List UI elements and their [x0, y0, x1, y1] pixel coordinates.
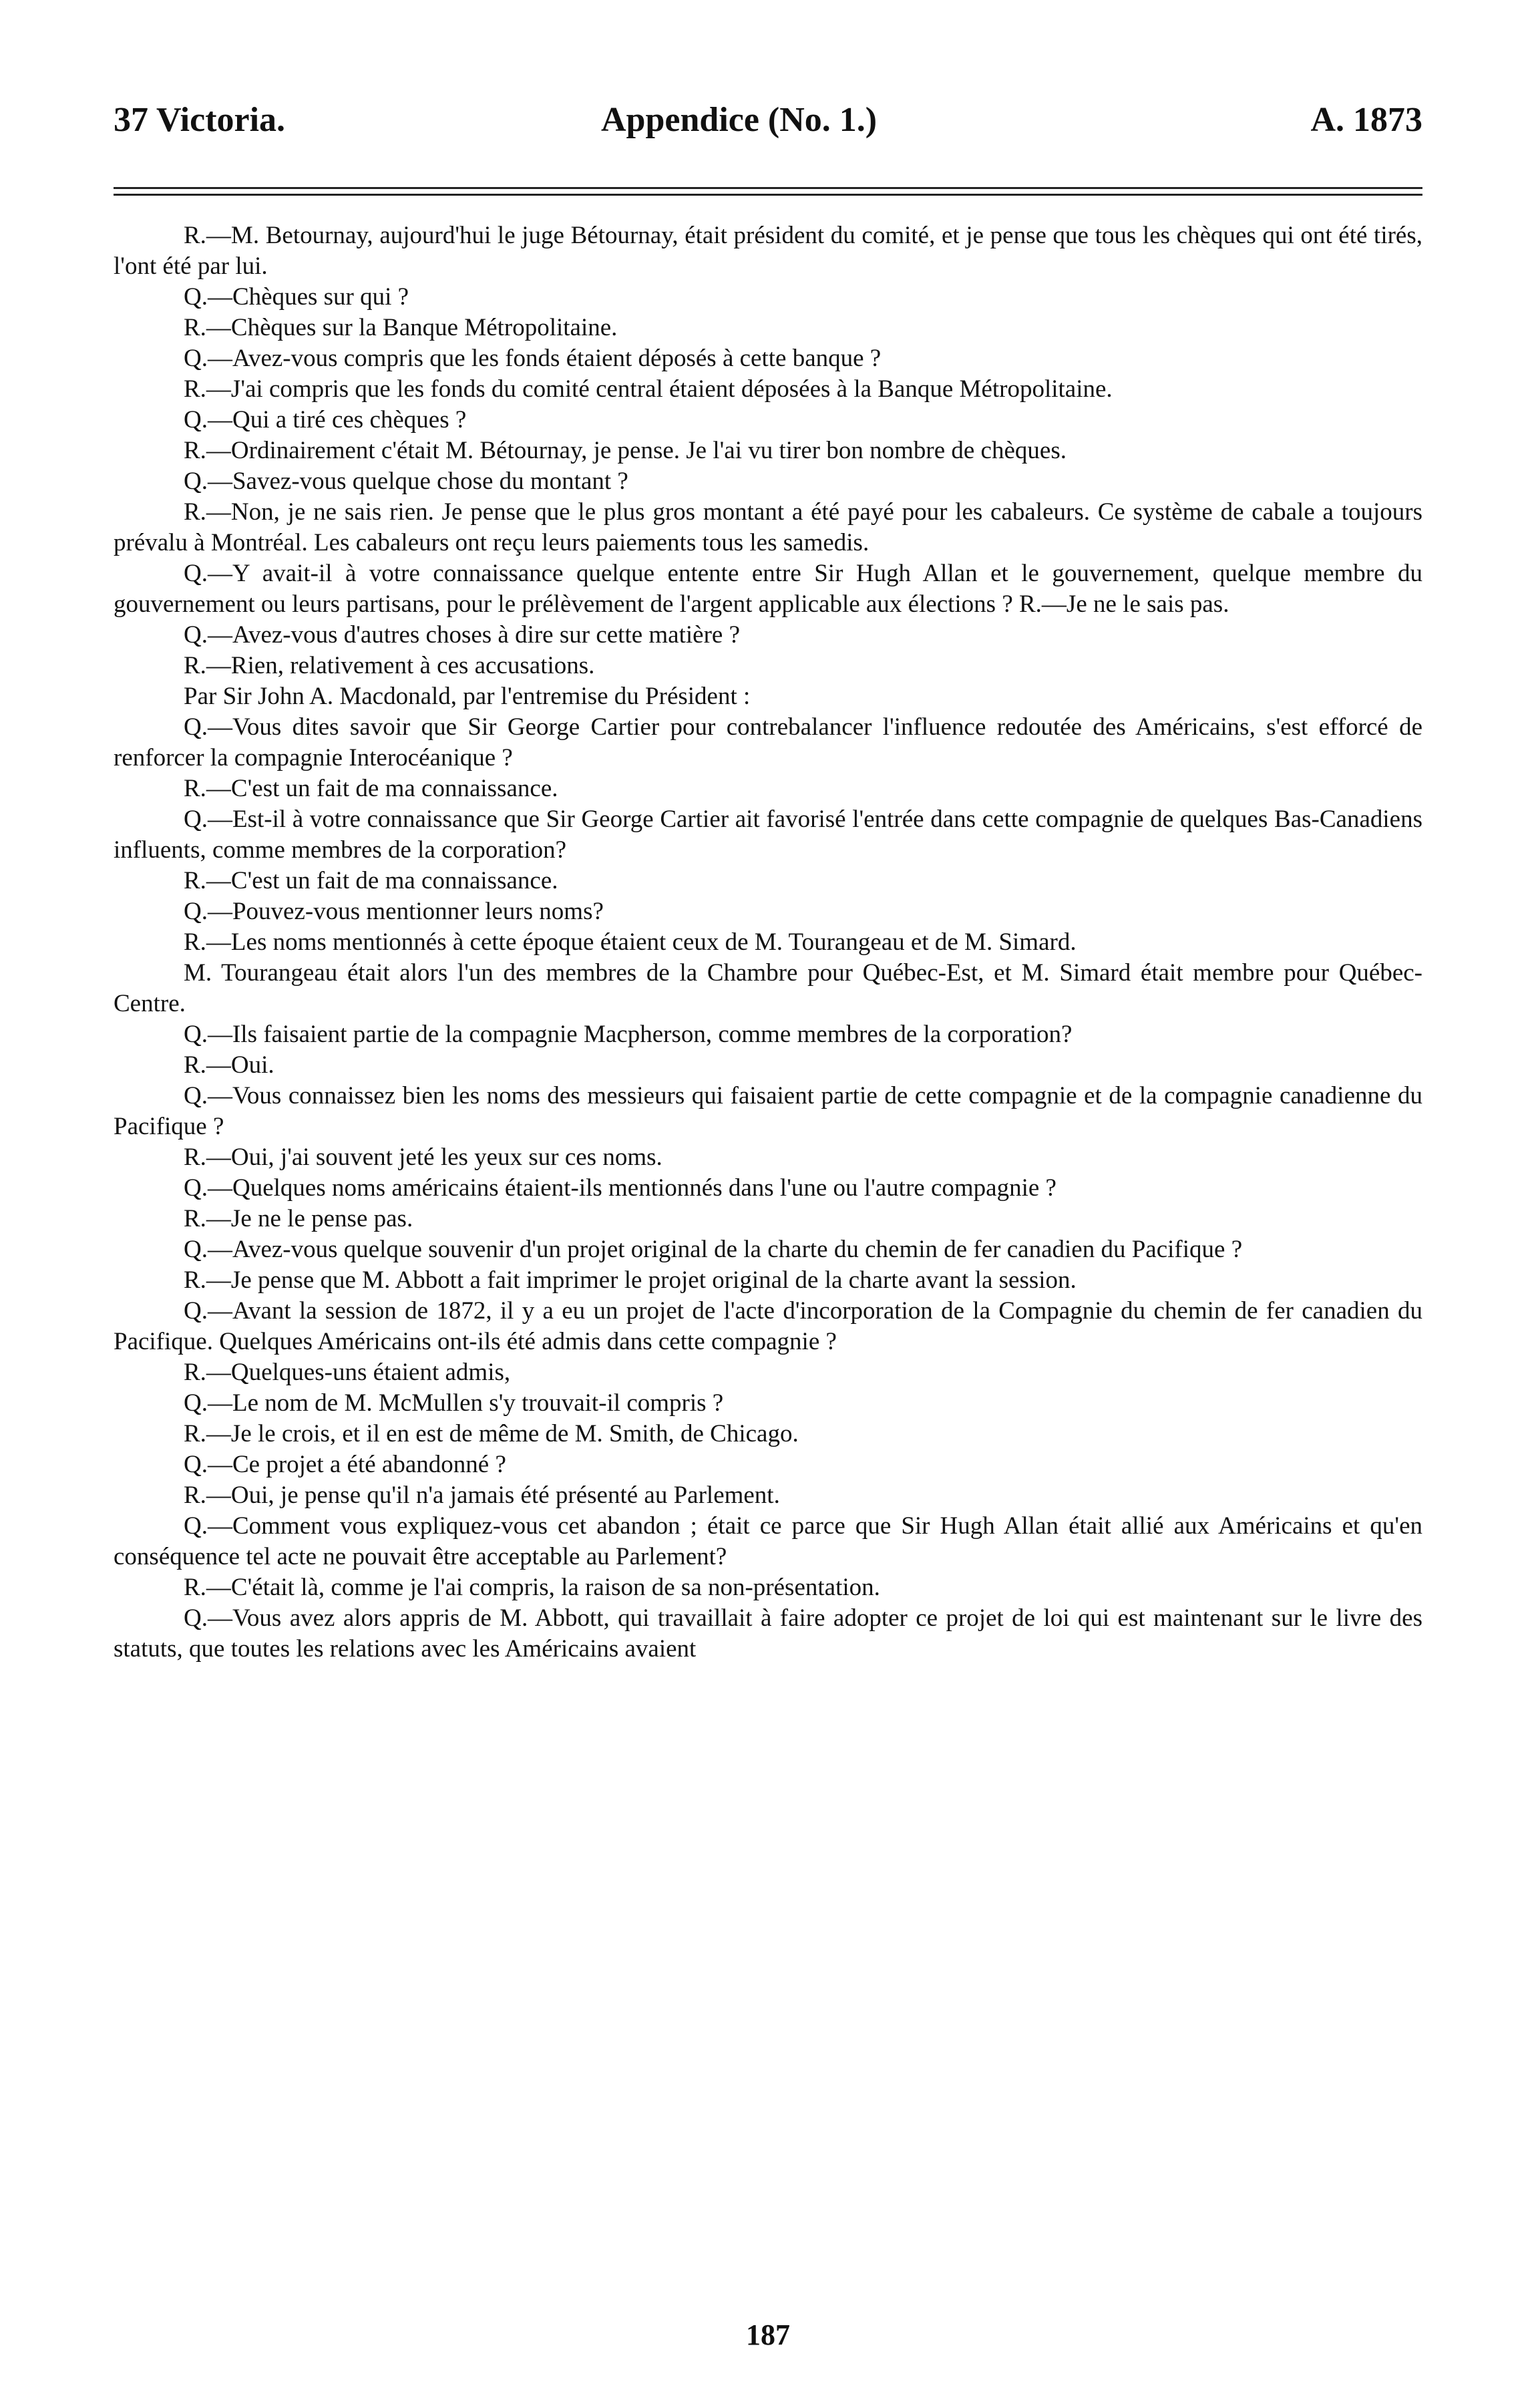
header-rule-top	[114, 187, 1422, 189]
header-rule-bottom	[114, 194, 1422, 196]
testimony-paragraph: Q.—Avez-vous compris que les fonds étaient déposés à cette banque ?	[184, 345, 882, 372]
testimony-paragraph: Q.—Ils faisaient partie de la compagnie Macpherson, comme membres de la corporation?	[184, 1021, 1073, 1048]
testimony-paragraph: R.—Je ne le pense pas.	[184, 1205, 413, 1232]
testimony-paragraph: Q.—Avez-vous d'autres choses à dire sur cette matière ?	[184, 621, 741, 649]
testimony-paragraph: Q.—Vous avez alors appris de M. Abbott, qui travaillait à faire adopter ce projet de loi qui est maintenant sur le livre des statuts, que toutes les relations avec les Américains avaient	[114, 1604, 1422, 1663]
testimony-paragraph: R.—Les noms mentionnés à cette époque étaient ceux de M. Tourangeau et de M. Simard.	[184, 928, 1077, 956]
testimony-paragraph: R.—C'est un fait de ma connaissance.	[184, 775, 558, 802]
testimony-paragraph: R.—Oui, j'ai souvent jeté les yeux sur ces noms.	[184, 1144, 662, 1171]
testimony-paragraph: Q.—Chèques sur qui ?	[184, 283, 409, 311]
testimony-paragraph: Q.—Quelques noms américains étaient-ils mentionnés dans l'une ou l'autre compagnie ?	[184, 1174, 1056, 1202]
testimony-paragraph: Q.—Vous dites savoir que Sir George Cartier pour contrebalancer l'influence redoutée des Américains, s'est efforcé de renforcer la compagnie Interocéanique ?	[114, 713, 1422, 771]
testimony-paragraph: M. Tourangeau était alors l'un des membres de la Chambre pour Québec-Est, et M. Simard était membre pour Québec-Centre.	[114, 959, 1422, 1017]
testimony-paragraph: R.—Rien, relativement à ces accusations.	[184, 652, 595, 679]
header-volume: 37 Victoria.	[114, 101, 286, 139]
testimony-paragraph: Q.—Vous connaissez bien les noms des messieurs qui faisaient partie de cette compagnie et de la compagnie canadienne du Pacifique ?	[114, 1082, 1422, 1140]
testimony-text	[114, 220, 1422, 1665]
testimony-paragraph: Q.—Le nom de M. McMullen s'y trouvait-il compris ?	[184, 1389, 724, 1417]
testimony-paragraph: Q.—Pouvez-vous mentionner leurs noms?	[184, 898, 604, 925]
testimony-paragraph: Q.—Avant la session de 1872, il y a eu un projet de l'acte d'incorporation de la Compagnie du chemin de fer canadien du Pacifique. Quelques Américains ont-ils été admis dans cette compagnie ?	[114, 1297, 1422, 1355]
testimony-paragraph: Q.—Savez-vous quelque chose du montant ?	[184, 468, 628, 495]
page-number: 187	[746, 2318, 790, 2351]
testimony-paragraph: R.—C'est un fait de ma connaissance.	[184, 867, 558, 894]
testimony-paragraph: R.—Je pense que M. Abbott a fait imprimer le projet original de la charte avant la session.	[184, 1266, 1077, 1294]
testimony-paragraph: R.—Je le crois, et il en est de même de M. Smith, de Chicago.	[184, 1420, 799, 1447]
testimony-paragraph: R.—Quelques-uns étaient admis,	[184, 1359, 511, 1386]
header-appendix: Appendice (No. 1.)	[601, 101, 878, 139]
testimony-paragraph: R.—Non, je ne sais rien. Je pense que le plus gros montant a été payé pour les cabaleurs. Ce système de cabale a toujours prévalu à Montréal. Les cabaleurs ont reçu leurs paiements tous les samedis.	[114, 498, 1422, 556]
testimony-paragraph: Q.—Y avait-il à votre connaissance quelque entente entre Sir Hugh Allan et le gouvernement, quelque membre du gouvernement ou leurs partisans, pour le prélèvement de l'argent applicable aux élections ? R.—Je ne le sais pas.	[114, 560, 1422, 618]
testimony-paragraph: Q.—Est-il à votre connaissance que Sir George Cartier ait favorisé l'entrée dans cette compagnie de quelques Bas-Canadiens influents, comme membres de la corporation?	[114, 806, 1422, 864]
testimony-paragraph: R.—Oui.	[184, 1051, 274, 1079]
header-year: A. 1873	[1310, 101, 1422, 139]
testimony-paragraph: R.—M. Betournay, aujourd'hui le juge Bétournay, était président du comité, et je pense que tous les chèques qui ont été tirés, l'ont été par lui.	[114, 222, 1422, 280]
testimony-paragraph: R.—C'était là, comme je l'ai compris, la raison de sa non-présentation.	[184, 1574, 880, 1601]
testimony-paragraph: Q.—Ce projet a été abandonné ?	[184, 1451, 506, 1478]
testimony-paragraph: R.—Ordinairement c'était M. Bétournay, je pense. Je l'ai vu tirer bon nombre de chèques.	[184, 437, 1067, 464]
testimony-paragraph: Q.—Avez-vous quelque souvenir d'un projet original de la charte du chemin de fer canadien du Pacifique ?	[184, 1236, 1243, 1263]
testimony-paragraph: Par Sir John A. Macdonald, par l'entremise du Président :	[184, 683, 751, 710]
testimony-paragraph: R.—Oui, je pense qu'il n'a jamais été présenté au Parlement.	[184, 1482, 780, 1509]
testimony-paragraph: R.—Chèques sur la Banque Métropolitaine.	[184, 314, 618, 341]
running-header	[100, 100, 1436, 160]
testimony-paragraph: R.—J'ai compris que les fonds du comité central étaient déposées à la Banque Métropolitaine.	[184, 375, 1113, 403]
testimony-paragraph: Q.—Comment vous expliquez-vous cet abandon ; était ce parce que Sir Hugh Allan était allié aux Américains et qu'en conséquence tel acte ne pouvait être acceptable au Parlement?	[114, 1512, 1422, 1570]
document-page	[100, 100, 1436, 2358]
testimony-paragraph: Q.—Qui a tiré ces chèques ?	[184, 406, 467, 434]
